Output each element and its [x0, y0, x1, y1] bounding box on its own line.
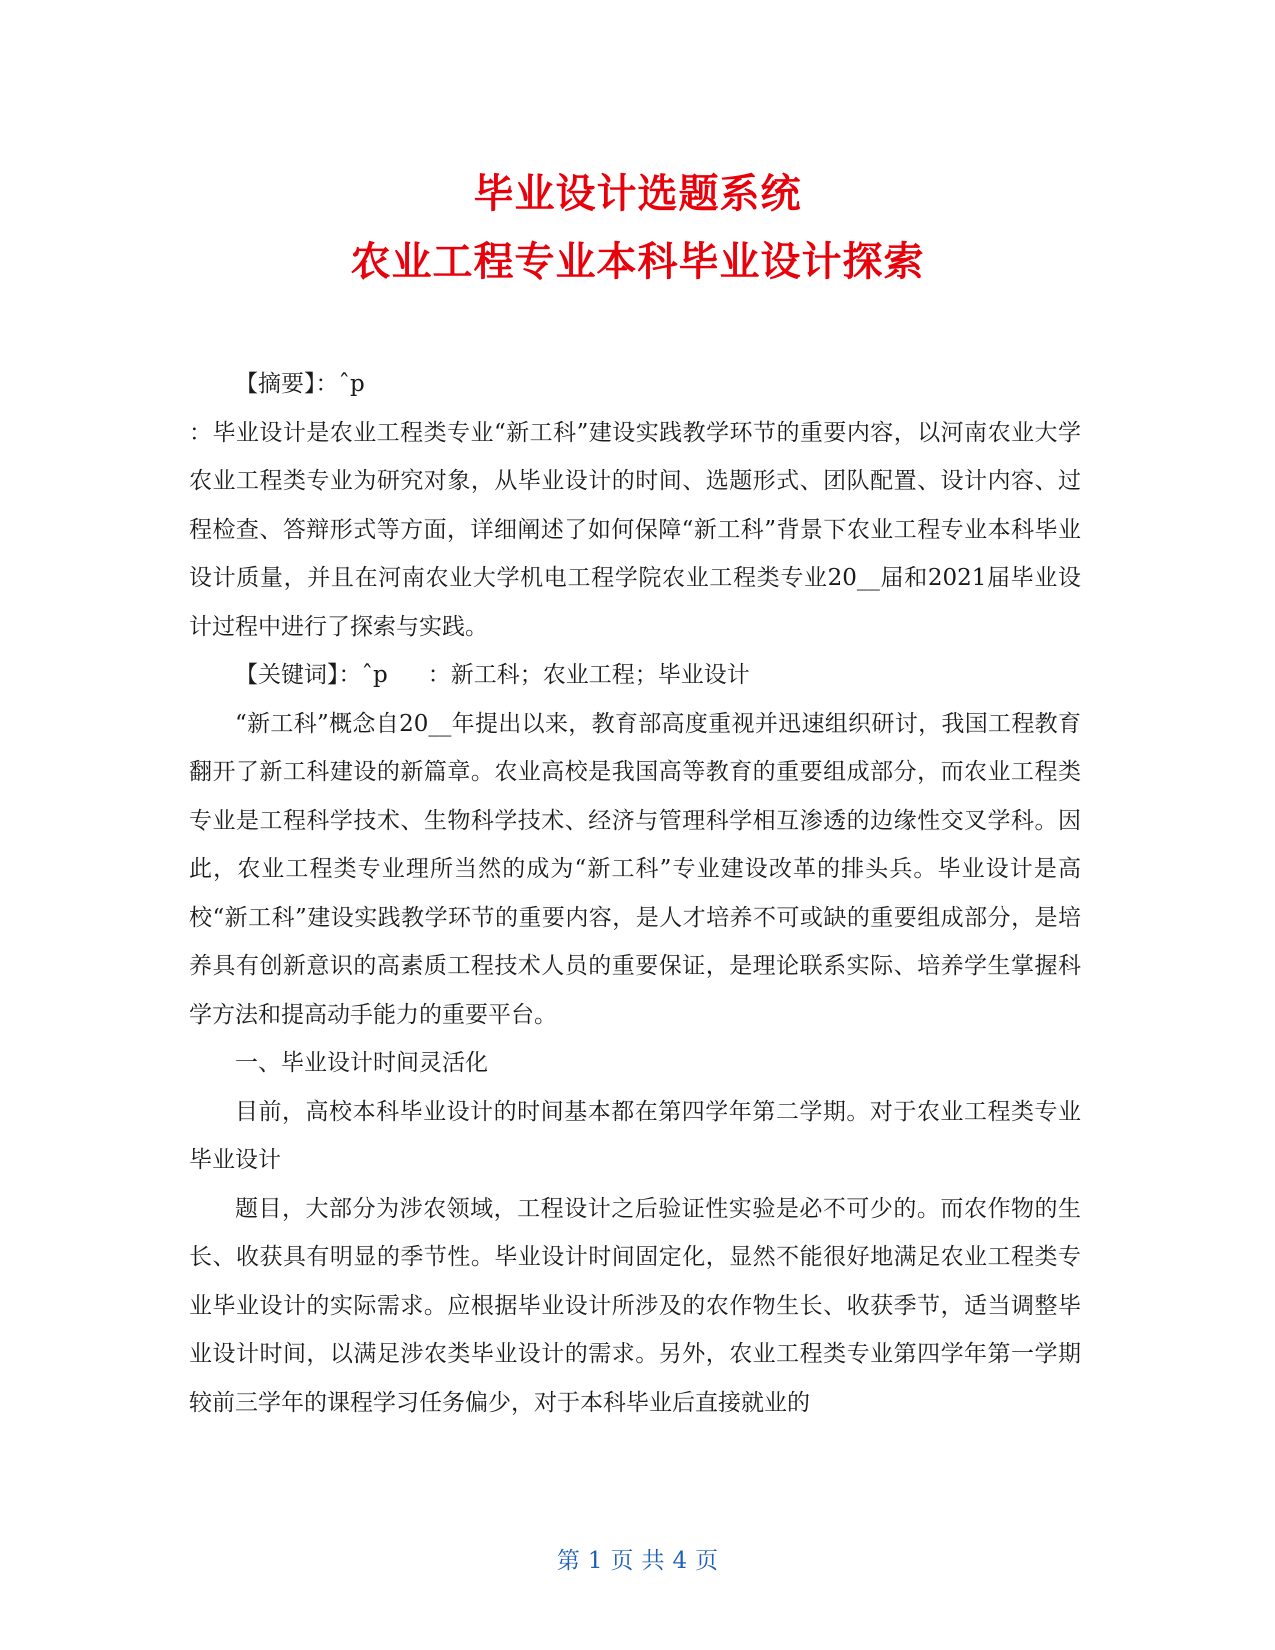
keywords-label: 【关键词】：ˆp: [235, 662, 388, 688]
keywords-text: ：新工科；农业工程；毕业设计: [427, 662, 750, 688]
document-title-line2: 农业工程专业本科毕业设计探索: [350, 239, 925, 285]
section-paragraph-2: 题目，大部分为涉农领域，工程设计之后验证性实验是必不可少的。而农作物的生长、收获具有明显的季节性。毕业设计时间固定化，显然不能很好地满足农业工程类专业毕业设计的实际需求。应根据毕业设计所涉及的农作物生长、收获季节，适当调整毕业设计时间，以满足涉农类毕业设计的需求。另外，农业工程类专业第四学年第一学期较前三学年的课程学习任务偏少，对于本科毕业后直接就业的: [189, 1195, 1081, 1416]
footer-word-ye-2: 页: [695, 1548, 719, 1574]
footer-current-page: 1: [587, 1548, 603, 1574]
document-body: [189, 360, 1081, 1427]
abstract-label: 【摘要】：ˆp: [235, 371, 365, 397]
footer-word-ye: 页: [610, 1548, 634, 1574]
intro-paragraph: “新工科”概念自20__年提出以来，教育部高度重视并迅速组织研讨，我国工程教育翻开了新工科建设的新篇章。农业高校是我国高等教育的重要组成部分，而农业工程类专业是工程科学技术、生物科学技术、经济与管理科学相互渗透的边缘性交叉学科。因此，农业工程类专业理所当然的成为“新工科”专业建设改革的排头兵。毕业设计是高校“新工科”建设实践教学环节的重要内容，是人才培养不可或缺的重要组成部分，是培养具有创新意识的高素质工程技术人员的重要保证，是理论联系实际、培养学生掌握科学方法和提高动手能力的重要平台。: [189, 710, 1081, 1028]
footer-word-di: 第: [556, 1548, 580, 1574]
keywords-line: [189, 651, 1081, 700]
abstract-text: ：毕业设计是农业工程类专业“新工科”建设实践教学环节的重要内容，以河南农业大学农业工程类专业为研究对象，从毕业设计的时间、选题形式、团队配置、设计内容、过程检查、答辩形式等方面，详细阐述了如何保障“新工科”背景下农业工程专业本科毕业设计质量，并且在河南农业大学机电工程学院农业工程类专业20__届和2021届毕业设计过程中进行了探索与实践。: [189, 419, 1081, 640]
footer-total-pages: 4: [672, 1548, 688, 1574]
section-paragraph-1: 目前，高校本科毕业设计的时间基本都在第四学年第二学期。对于农业工程类专业毕业设计: [189, 1098, 1081, 1173]
title-block: [0, 160, 1275, 296]
document-title-line1: 毕业设计选题系统: [473, 171, 802, 217]
page-footer: [0, 1542, 1275, 1575]
section-heading: 一、毕业设计时间灵活化: [235, 1050, 488, 1076]
footer-word-gong: 共: [641, 1548, 665, 1574]
